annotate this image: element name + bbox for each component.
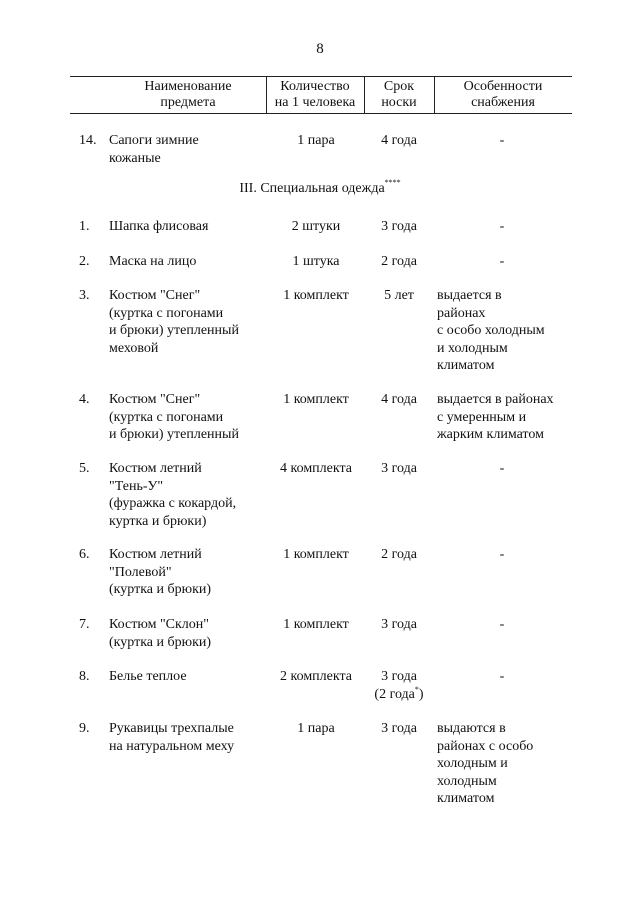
item-name: Сапоги зимние кожаные (109, 133, 199, 166)
header-notes: Особенности снабжения (463, 79, 543, 110)
item-quantity: 4 комплекта (280, 461, 352, 476)
item-term-alt: (2 года (374, 686, 415, 702)
item-quantity: 2 комплекта (280, 669, 352, 684)
item-name: Костюм "Снег" (куртка с погонами и брюки) утепленный (109, 392, 239, 442)
item-name: Костюм "Снег" (куртка с погонами и брюки) утепленный меховой (109, 288, 239, 356)
item-term: 3 года (381, 721, 417, 736)
item-term: 3 года (381, 617, 417, 632)
item-notes: выдается в районах с умеренным и жарким климатом (437, 392, 554, 442)
section-title-text: III. Специальная одежда (239, 181, 385, 196)
item-notes: выдаются в районах с особо холодным и холодным климатом (437, 721, 534, 806)
item-term: 3 года (381, 461, 417, 476)
item-notes: - (499, 254, 505, 269)
header-term: Срок носки (381, 79, 417, 110)
item-name: Костюм летний "Тень-У" (фуражка с кокардой, куртка и брюки) (109, 461, 237, 529)
item-term: 2 года (381, 254, 417, 269)
item-quantity: 1 комплект (283, 288, 349, 303)
item-quantity: 1 штука (292, 254, 340, 269)
row-number: 1. (79, 219, 90, 234)
row-number: 7. (79, 617, 90, 632)
item-term (364, 668, 434, 703)
item-quantity: 1 комплект (283, 392, 349, 407)
item-term: 5 лет (384, 288, 414, 303)
item-notes: - (499, 461, 505, 476)
item-notes: - (499, 547, 505, 562)
item-notes: - (499, 617, 505, 632)
row-number: 3. (79, 288, 90, 303)
item-quantity: 2 штуки (291, 219, 341, 234)
row-number: 8. (79, 669, 90, 684)
footnote-mark: **** (384, 178, 401, 187)
item-notes: - (499, 669, 505, 684)
section-title (0, 180, 640, 198)
table-header (70, 76, 572, 114)
item-term: 4 года (381, 392, 417, 407)
footnote-mark: * (414, 684, 419, 694)
item-notes: - (499, 219, 505, 234)
item-term-alt-close: ) (418, 686, 424, 702)
item-notes: выдается в районах с особо холодным и холодным климатом (437, 288, 545, 373)
row-number: 2. (79, 254, 90, 269)
header-quantity: Количество на 1 человека (274, 79, 356, 110)
item-term: 4 года (381, 133, 417, 148)
item-name: Рукавицы трехпалые на натуральном меху (109, 721, 235, 754)
item-name: Белье теплое (109, 669, 187, 684)
page-number: 8 (316, 41, 324, 57)
row-number: 9. (79, 721, 90, 736)
item-name: Шапка флисовая (109, 219, 209, 234)
item-quantity: 1 пара (297, 721, 335, 736)
header-name: Наименование предмета (144, 79, 232, 110)
item-term-main: 3 года (381, 669, 417, 684)
item-term: 2 года (381, 547, 417, 562)
row-number: 5. (79, 461, 90, 476)
row-number: 14. (79, 133, 97, 148)
item-quantity: 1 пара (297, 133, 335, 148)
item-quantity: 1 комплект (283, 617, 349, 632)
item-name: Костюм "Склон" (куртка и брюки) (109, 617, 212, 650)
item-notes: - (499, 133, 505, 148)
item-name: Маска на лицо (109, 254, 197, 269)
row-number: 6. (79, 547, 90, 562)
item-term: 3 года (381, 219, 417, 234)
row-number: 4. (79, 392, 90, 407)
item-name: Костюм летний "Полевой" (куртка и брюки) (109, 547, 212, 597)
item-quantity: 1 комплект (283, 547, 349, 562)
